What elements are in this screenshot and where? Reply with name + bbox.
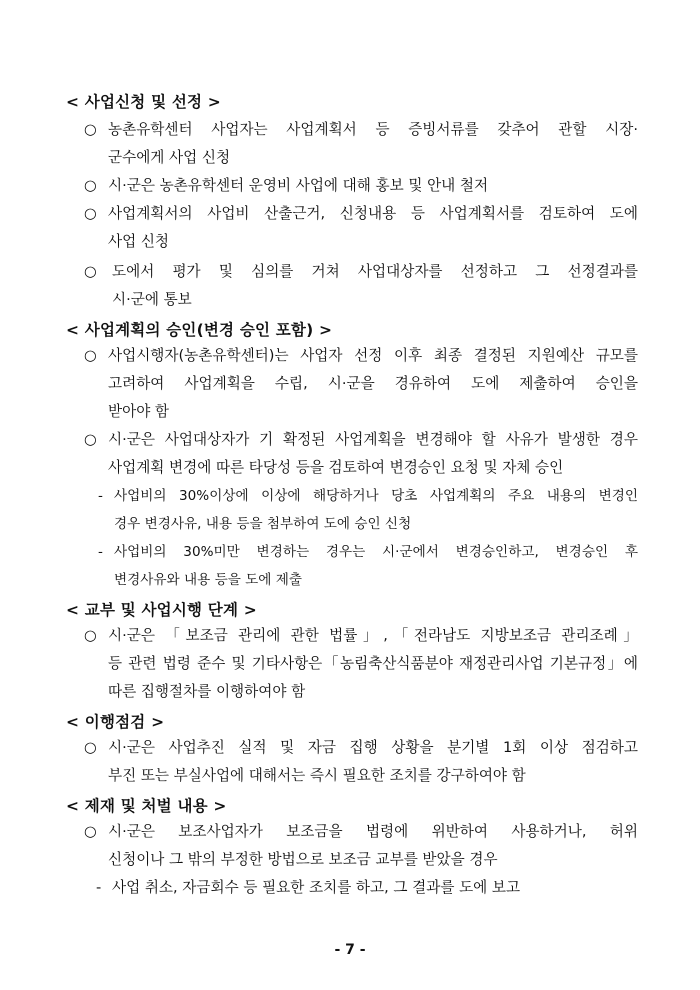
body-line: 부진 또는 부실사업에 대해서는 즉시 필요한 조치를 강구하여야 함	[108, 767, 526, 784]
dash-bullet: -	[98, 544, 103, 560]
circle-bullet: ○	[84, 739, 97, 756]
circle-bullet: ○	[84, 823, 97, 840]
body-line: 사업계획 변경에 따른 타당성 등을 검토하여 변경승인 요청 및 자체 승인	[108, 459, 564, 476]
section-heading-plan-approval: < 사업계획의 승인(변경 승인 포함) >	[66, 321, 333, 339]
body-line: 사업시행자(농촌유학센터)는 사업자 선정 이후 최종 결정된 지원예산 규모를	[108, 347, 638, 364]
body-line: 시·군은 보조사업자가 보조금을 법령에 위반하여 사용하거나, 허위	[108, 823, 638, 840]
body-line: 사업 취소, 자금회수 등 필요한 조치를 하고, 그 결과를 도에 보고	[112, 879, 521, 896]
dash-bullet: -	[98, 488, 103, 504]
circle-bullet: ○	[84, 177, 97, 194]
section-heading-inspection: < 이행점검 >	[66, 713, 165, 731]
section-heading-application: < 사업신청 및 선정 >	[66, 93, 221, 111]
body-line: 농촌유학센터 사업자는 사업계획서 등 증빙서류를 갖추어 관할 시장·	[108, 121, 638, 138]
circle-bullet: ○	[84, 627, 97, 644]
dash-bullet: -	[96, 879, 102, 896]
body-line: 등 관련 법령 준수 및 기타사항은「농림축산식품분야 재정관리사업 기본규정」에	[108, 655, 638, 672]
section-heading-grant-execution: < 교부 및 사업시행 단계 >	[66, 601, 257, 619]
body-line: 시·군은 「보조금 관리에 관한 법률」,「전라남도 지방보조금 관리조례」	[108, 627, 638, 644]
circle-bullet: ○	[84, 263, 97, 280]
circle-bullet: ○	[84, 347, 97, 364]
body-line: 시·군에 통보	[112, 291, 192, 308]
body-line: 시·군은 농촌유학센터 운영비 사업에 대해 홍보 및 안내 철저	[108, 177, 489, 194]
section-heading-sanctions: < 제재 및 처벌 내용 >	[66, 797, 227, 815]
body-line: 받아야 함	[108, 403, 170, 420]
body-line: 시·군은 사업추진 실적 및 자금 집행 상황을 분기별 1회 이상 점검하고	[108, 739, 638, 756]
body-line: 변경사유와 내용 등을 도에 제출	[114, 572, 302, 588]
circle-bullet: ○	[84, 205, 97, 222]
body-line: 고려하여 사업계획을 수립, 시·군을 경유하여 도에 제출하여 승인을	[108, 375, 638, 392]
body-line: 사업비의 30%미만 변경하는 경우는 시·군에서 변경승인하고, 변경승인 후	[114, 544, 638, 560]
body-line: 사업비의 30%이상에 이상에 해당하거나 당초 사업계획의 주요 내용의 변경인	[114, 488, 638, 504]
circle-bullet: ○	[84, 431, 97, 448]
body-line: 따른 집행절차를 이행하여야 함	[108, 683, 306, 700]
body-line: 경우 변경사유, 내용 등을 첨부하여 도에 승인 신청	[114, 516, 412, 532]
circle-bullet: ○	[84, 121, 97, 138]
page-number: - 7 -	[334, 942, 366, 958]
body-line: 도에서 평가 및 심의를 거쳐 사업대상자를 선정하고 그 선정결과를	[112, 263, 638, 280]
body-line: 군수에게 사업 신청	[108, 149, 231, 166]
body-line: 사업계획서의 사업비 산출근거, 신청내용 등 사업계획서를 검토하여 도에	[108, 205, 638, 222]
body-line: 시·군은 사업대상자가 기 확정된 사업계획을 변경해야 할 사유가 발생한 경우	[108, 431, 638, 448]
body-line: 사업 신청	[108, 233, 170, 250]
body-line: 신청이나 그 밖의 부정한 방법으로 보조금 교부를 받았을 경우	[108, 851, 498, 868]
